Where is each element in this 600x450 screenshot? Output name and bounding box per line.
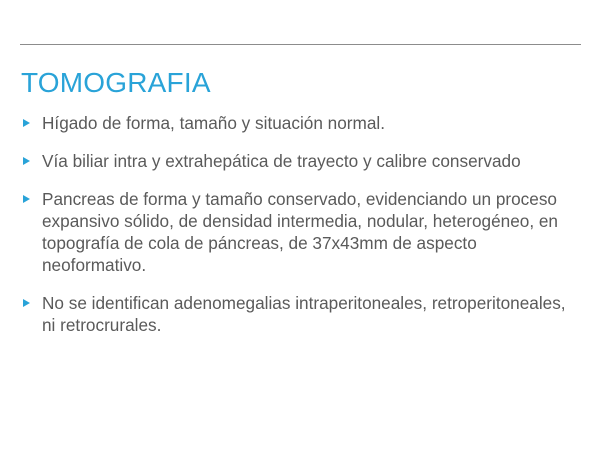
bullet-text: Pancreas de forma y tamaño conservado, evidenciando un proceso expansivo sólido, de densidad intermedia, nodular, heterogéneo, en topografía de cola de páncreas, de 37x43mm de aspecto neoformativo.: [42, 189, 558, 275]
bullet-item: [20, 292, 580, 336]
bullet-text: Hígado de forma, tamaño y situación normal.: [42, 113, 385, 133]
bullet-item: [20, 188, 580, 276]
bullet-arrow-icon: [23, 299, 30, 307]
bullet-text: No se identifican adenomegalias intraperitoneales, retroperitoneales, ni retrocrurales.: [42, 293, 566, 335]
bullet-arrow-icon: [23, 119, 30, 127]
top-divider: [20, 44, 581, 45]
bullet-arrow-icon: [23, 195, 30, 203]
bullet-item: [20, 150, 580, 172]
bullet-item: [20, 112, 580, 134]
bullet-arrow-icon: [23, 157, 30, 165]
bullet-list: [20, 112, 580, 352]
bullet-text: Vía biliar intra y extrahepática de trayecto y calibre conservado: [42, 151, 521, 171]
slide-title: TOMOGRAFIA: [21, 67, 211, 98]
